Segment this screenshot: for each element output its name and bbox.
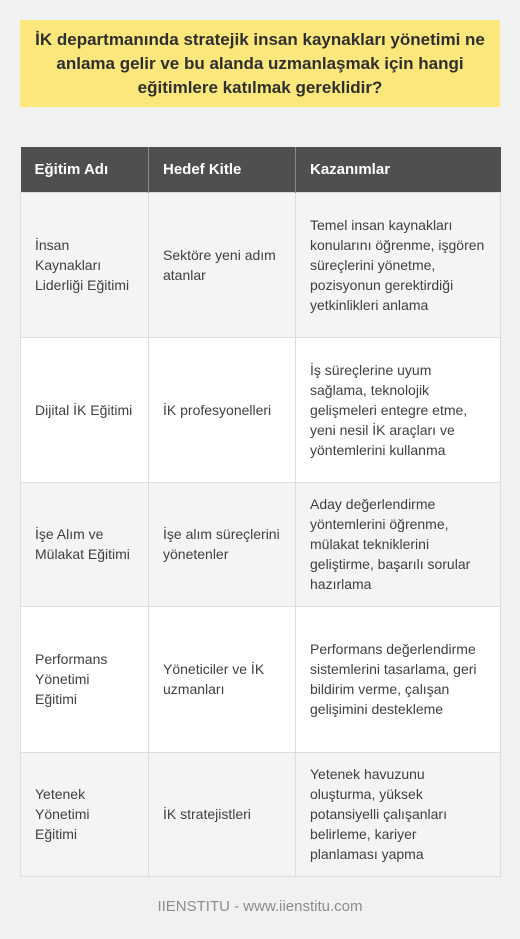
target-audience-cell: İK profesyonelleri	[149, 337, 296, 482]
footer-watermark: IIENSTITU - www.iienstitu.com	[157, 898, 363, 915]
training-name-cell: İnsan Kaynakları Liderliği Eğitimi	[21, 192, 149, 337]
table-row	[21, 192, 501, 337]
gains-cell: Yetenek havuzunu oluşturma, yüksek potansiyelli çalışanları belirleme, kariyer planlaması yapma	[296, 752, 501, 876]
table-row	[21, 752, 501, 876]
training-name-cell: Yetenek Yönetimi Eğitimi	[21, 752, 149, 876]
target-audience-cell: Yöneticiler ve İK uzmanları	[149, 606, 296, 752]
gains-cell: Temel insan kaynakları konularını öğrenme, işgören süreçlerini yönetme, pozisyonun gerektirdiği yetkinlikleri anlama	[296, 192, 501, 337]
question-banner	[20, 20, 500, 107]
page-title: İK departmanında stratejik insan kaynakları yönetimi ne anlama gelir ve bu alanda uzmanlaşmak için hangi eğitimlere katılmak gereklidir?	[35, 29, 485, 97]
table-header-row	[21, 147, 501, 192]
gains-cell: Performans değerlendirme sistemlerini tasarlama, geri bildirim verme, çalışan gelişimini destekleme	[296, 606, 501, 752]
column-header-training-name: Eğitim Adı	[21, 147, 149, 192]
target-audience-cell: İK stratejistleri	[149, 752, 296, 876]
training-name-cell: Dijital İK Eğitimi	[21, 337, 149, 482]
training-name-cell: İşe Alım ve Mülakat Eğitimi	[21, 482, 149, 606]
table-row	[21, 606, 501, 752]
target-audience-cell: İşe alım süreçlerini yönetenler	[149, 482, 296, 606]
column-header-target-audience: Hedef Kitle	[149, 147, 296, 192]
training-name-cell: Performans Yönetimi Eğitimi	[21, 606, 149, 752]
gains-cell: Aday değerlendirme yöntemlerini öğrenme, mülakat tekniklerini geliştirme, başarılı sorular hazırlama	[296, 482, 501, 606]
target-audience-cell: Sektöre yeni adım atanlar	[149, 192, 296, 337]
table-row	[21, 337, 501, 482]
column-header-gains: Kazanımlar	[296, 147, 501, 192]
table-row	[21, 482, 501, 606]
training-table	[20, 147, 501, 877]
gains-cell: İş süreçlerine uyum sağlama, teknolojik gelişmeleri entegre etme, yeni nesil İK araçları ve yöntemlerini kullanma	[296, 337, 501, 482]
